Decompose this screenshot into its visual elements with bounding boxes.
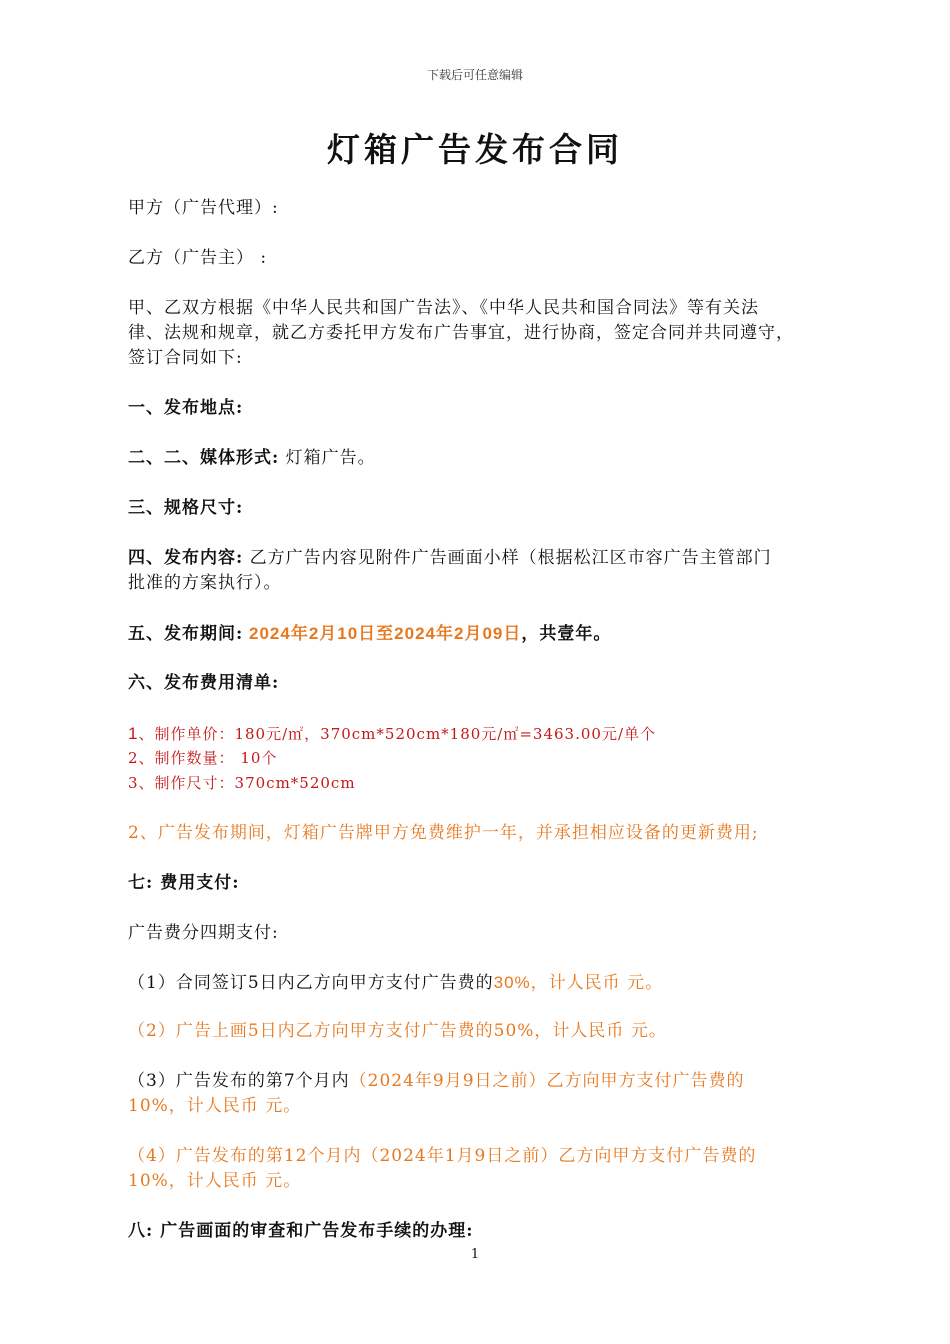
section-6-fees: 六、发布费用清单: — [128, 673, 280, 693]
section-5-dates: 2024年2月10日至2024年2月09日 — [243, 624, 522, 643]
intro-line-3: 签订合同如下: — [128, 348, 243, 368]
payment-1-pct: 30% — [493, 973, 531, 992]
payment-3 — [128, 1069, 745, 1094]
section-7-payment: 七: 费用支付: — [128, 873, 240, 893]
party-a: 甲方（广告代理）: — [128, 198, 279, 218]
payment-2: （2）广告上画5日内乙方向甲方支付广告费的50%，计人民币 元。 — [128, 1021, 667, 1041]
fee-item-1-num: 1 — [128, 724, 139, 743]
section-2-media — [128, 446, 376, 471]
header-note: 下载后可任意编辑 — [426, 68, 523, 82]
payment-1 — [128, 970, 663, 996]
payment-1-prefix: （1）合同签订5日内乙方向甲方支付广告费的 — [128, 973, 494, 993]
page-number: 1 — [470, 1247, 480, 1262]
section-3-size: 三、规格尺寸: — [128, 498, 244, 518]
section-5-label: 五、发布期间: — [128, 624, 244, 644]
section-5-period — [128, 621, 611, 647]
fee-item-3 — [128, 771, 356, 796]
fee-item-2-num: 2 — [128, 749, 139, 767]
fee-item-2-text: 、制作数量： 10个 — [138, 749, 278, 767]
fee-item-1 — [128, 721, 656, 747]
intro-line-1: 甲、乙双方根据《中华人民共和国广告法》、《中华人民共和国合同法》等有关法 — [128, 298, 759, 318]
payment-3-line-2: 10%，计人民币 元。 — [128, 1096, 302, 1116]
section-4-label: 四、发布内容: — [128, 548, 244, 568]
section-8-review: 八: 广告画面的审查和广告发布手续的办理: — [128, 1221, 474, 1241]
fee-item-1-text: 、制作单价：180元/㎡，370cm*520cm*180元/㎡=3463.00元/单个 — [138, 725, 656, 743]
maintenance-clause: 2、广告发布期间，灯箱广告牌甲方免费维护一年，并承担相应设备的更新费用; — [128, 823, 759, 843]
payment-3-date: （2024年9月9日之前）乙方向甲方支付广告费的 — [349, 1071, 745, 1091]
fee-item-3-text: 、制作尺寸：370cm*520cm — [138, 774, 356, 792]
payment-3-prefix: （3）广告发布的第7个月内 — [128, 1071, 350, 1091]
document-title: 灯箱广告发布合同 — [327, 130, 623, 169]
section-2-value: 灯箱广告。 — [279, 448, 376, 468]
section-5-suffix: ，共壹年。 — [521, 624, 612, 644]
section-1-location: 一、发布地点: — [128, 398, 244, 418]
payment-1-suffix: ，计人民币 元。 — [530, 973, 664, 993]
payment-intro: 广告费分四期支付: — [128, 923, 279, 943]
section-2-label: 二、二、媒体形式: — [128, 448, 280, 468]
payment-4-line-2: 10%，计人民币 元。 — [128, 1171, 302, 1191]
party-b: 乙方（广告主） : — [128, 248, 268, 268]
fee-item-2 — [128, 746, 277, 771]
section-4-line-2: 批准的方案执行）。 — [128, 573, 282, 593]
fee-item-3-num: 3 — [128, 774, 139, 792]
section-4-content — [128, 546, 772, 571]
section-4-line-1: 乙方广告内容见附件广告画面小样（根据松江区市容广告主管部门 — [243, 548, 772, 568]
intro-line-2: 律、法规和规章，就乙方委托甲方发布广告事宜，进行协商，签定合同并共同遵守， — [128, 323, 794, 343]
payment-4-line-1: （4）广告发布的第12个月内（2024年1月9日之前）乙方向甲方支付广告费的 — [128, 1146, 757, 1166]
